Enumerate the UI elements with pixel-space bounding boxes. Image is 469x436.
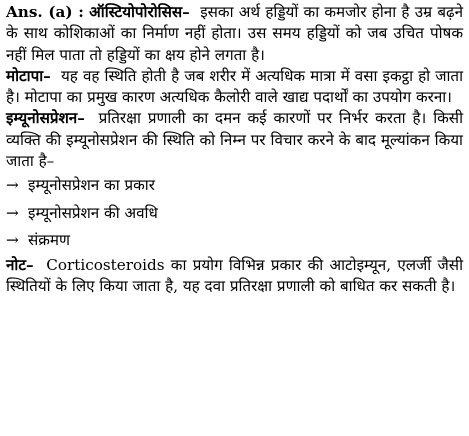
osteoporosis-text: इसका अर्थ हड्डियों का कमजोर होना है उम्र बढ़ने के साथ कोशिकाओं का निर्माण नहीं होता। उस समय हड्डियों को जब उचित पोषक नहीं मिल पाता तो हड्डियों का क्षय होने लगता है। [6, 3, 464, 64]
list-item [6, 227, 463, 255]
immunosuppression-text: प्रतिरक्षा प्रणाली का दमन कई कारणों पर निर्भर करता है। किसी व्यक्ति की इम्यूनोसप्रेशन की स्थिति को निम्न पर विचार करने के बाद मूल्यांकन किया जाता है– [6, 109, 463, 171]
arrow-icon: → [6, 176, 19, 195]
list-item-text: इम्यूनोसप्रेशन का प्रकार [28, 176, 155, 195]
list-item [6, 172, 463, 200]
list-item-text: संक्रमण [28, 231, 70, 250]
note-paragraph [6, 255, 463, 298]
obesity-paragraph [6, 66, 463, 109]
arrow-icon: → [6, 203, 19, 222]
answer-label: Ans. (a) : [6, 3, 84, 21]
note-text: Corticosteroids का प्रयोग विभिन्न प्रकार की आटोइम्यून, एलर्जी जैसी स्थितियों के लिए किया जाता है, यह दवा प्रतिरक्षा प्रणाली को बाधित कर सकती है। [6, 255, 463, 296]
list-item [6, 200, 463, 228]
arrow-icon: → [6, 231, 19, 250]
osteoporosis-term: ऑस्टियोपोरोसिस– [89, 3, 190, 21]
obesity-text: यह वह स्थिति होती है जब शरीर में अत्यधिक मात्रा में वसा इकट्ठा हो जाता है। मोटापा का प्रमुख कारण अत्यधिक कैलोरी वाले खाद्य पदार्थों का उपयोग करना। [6, 66, 464, 107]
immunosuppression-term: इम्यूनोसप्रेशन– [6, 109, 85, 128]
note-term: नोट– [6, 255, 34, 274]
answer-paragraph [6, 2, 463, 66]
list-item-text: इम्यूनोसप्रेशन की अवधि [28, 203, 158, 222]
obesity-term: मोटापा– [6, 66, 51, 85]
immunosuppression-paragraph [6, 108, 463, 172]
